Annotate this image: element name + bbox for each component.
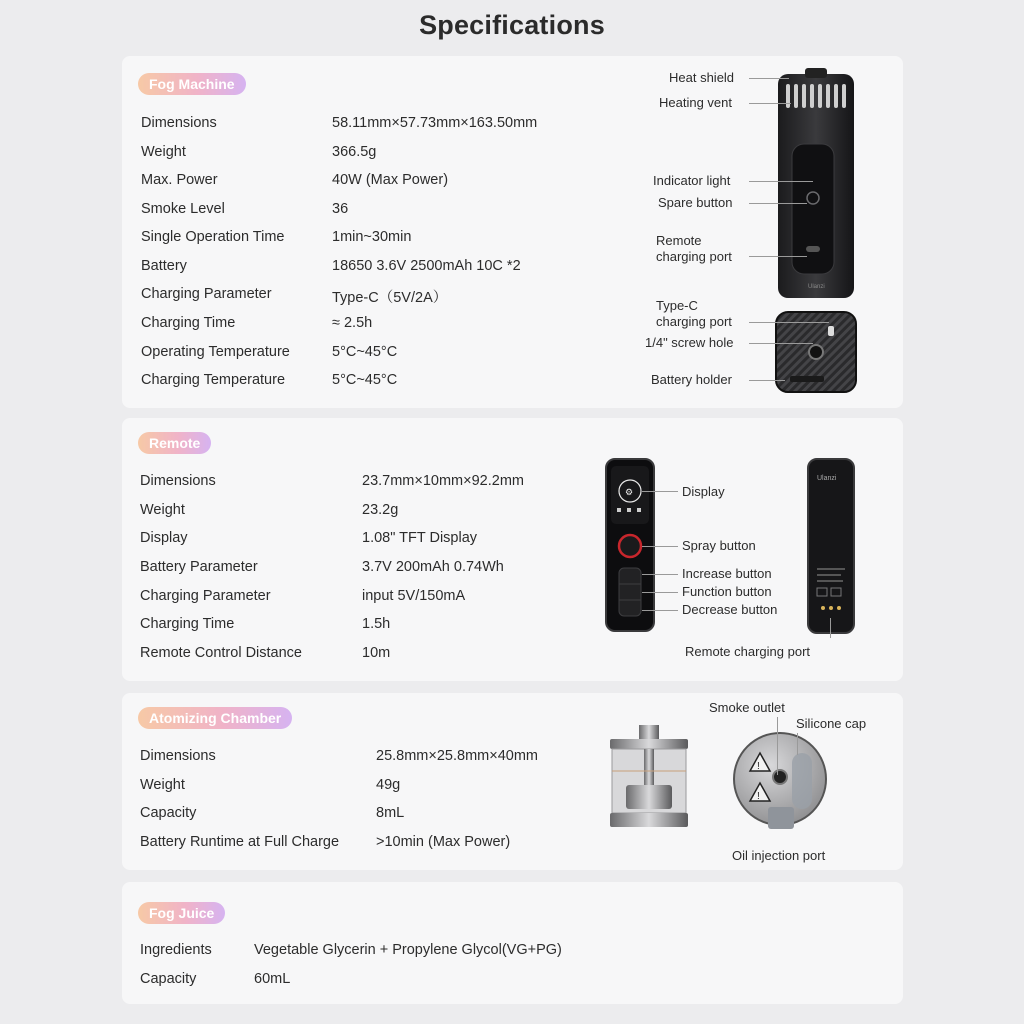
fm-spec-label-charging-time: Charging Time [141,315,236,331]
rm-spec-value-display: 1.08" TFT Display [362,530,478,546]
ac-spec-value-capacity: 8mL [376,805,405,821]
atomizing-chamber-card [122,693,903,870]
fj-spec-value-capacity: 60mL [254,971,291,987]
callout-line [749,103,791,104]
rm-spec-value-charging-time: 1.5h [362,616,391,632]
rm-spec-value-weight: 23.2g [362,502,399,518]
callout-line [642,491,678,492]
callout-line [642,546,678,547]
fm-spec-value-dimensions: 58.11mm×57.73mm×163.50mm [332,115,538,131]
rm-spec-label-display: Display [140,530,188,546]
callout-heat-shield: Heat shield [669,70,735,85]
callout-oil-injection-port: Oil injection port [732,848,826,863]
svg-text:⚙: ⚙ [625,487,634,497]
page-title: Specifications [419,10,605,40]
callout-line [749,78,789,79]
fog-machine-card [122,56,903,408]
ac-spec-value-dimensions: 25.8mm×25.8mm×40mm [376,748,538,764]
fm-spec-label-weight: Weight [141,144,186,160]
callout-line [749,343,813,344]
callout-spare-button: Spare button [658,195,733,210]
callout-line [642,592,678,593]
fm-spec-value-smoke-level: 36 [332,201,349,217]
rm-spec-value-charging-parameter: input 5V/150mA [362,588,466,604]
fm-spec-value-charging-temp: 5°C~45°C [332,372,398,388]
rm-spec-label-control-distance: Remote Control Distance [140,645,302,661]
rm-spec-label-charging-parameter: Charging Parameter [140,588,271,604]
callout-line [777,717,778,775]
rm-spec-label-weight: Weight [140,502,185,518]
callout-decrease-button: Decrease button [682,602,778,617]
ac-spec-value-weight: 49g [376,777,401,793]
callout-battery-holder: Battery holder [651,372,732,387]
callout-line [642,574,678,575]
remote-card [122,418,903,681]
callout-display: Display [682,484,725,499]
callout-line [749,380,785,381]
fog-machine-tag: Fog Machine [138,73,246,95]
svg-text:!: ! [757,761,760,772]
callout-line [749,256,807,257]
fm-spec-value-charging-time: ≈ 2.5h [332,315,373,331]
callout-remote-charging-port-2: charging port [656,249,732,264]
ac-spec-label-runtime: Battery Runtime at Full Charge [140,834,340,850]
rm-spec-label-battery-parameter: Battery Parameter [140,559,258,575]
fog-juice-tag: Fog Juice [138,902,225,924]
fm-spec-value-operation-time: 1min~30min [332,229,412,245]
fm-brand-label: Ulanzi [808,284,825,290]
remote-brand-label: Ulanzi [817,475,837,482]
fm-spec-label-charging-temp: Charging Temperature [141,372,286,388]
callout-line [749,322,829,323]
ac-spec-value-runtime: >10min (Max Power) [376,834,511,850]
rm-spec-value-dimensions: 23.7mm×10mm×92.2mm [362,473,524,489]
fj-spec-label-ingredients: Ingredients [140,942,212,958]
callout-line [642,610,678,611]
fj-spec-label-capacity: Capacity [140,971,197,987]
rm-spec-value-control-distance: 10m [362,645,391,661]
fog-machine-image [768,68,858,398]
fm-spec-label-operating-temp: Operating Temperature [141,344,290,360]
callout-typec-port-1: Type-C [656,298,698,313]
fm-spec-value-charging-parameter: Type-C（5V/2A） [332,290,448,306]
callout-spray-button: Spray button [682,538,756,553]
svg-text:!: ! [757,791,760,802]
fj-spec-value-ingredients: Vegetable Glycerin + Propylene Glycol(VG+PG) [254,942,562,958]
remote-front-image [605,458,655,632]
remote-tag: Remote [138,432,211,454]
fm-spec-label-battery: Battery [141,258,187,274]
callout-function-button: Function button [682,584,772,599]
callout-silicone-cap: Silicone cap [796,716,867,731]
rm-spec-label-charging-time: Charging Time [140,616,235,632]
fm-spec-label-max-power: Max. Power [141,172,218,188]
callout-line [797,733,798,755]
fm-spec-label-dimensions: Dimensions [141,115,217,131]
rm-spec-label-dimensions: Dimensions [140,473,216,489]
callout-indicator-light: Indicator light [653,173,731,188]
callout-line [749,203,807,204]
ac-spec-label-weight: Weight [140,777,185,793]
atomizing-chamber-top-image [732,729,832,839]
callout-remote-charging-port-1: Remote [656,233,702,248]
fm-spec-value-operating-temp: 5°C~45°C [332,344,398,360]
ac-spec-label-dimensions: Dimensions [140,748,216,764]
callout-heating-vent: Heating vent [659,95,732,110]
callout-smoke-outlet: Smoke outlet [709,700,785,715]
fm-spec-value-weight: 366.5g [332,144,377,160]
ac-spec-label-capacity: Capacity [140,805,197,821]
callout-remote-charging-port: Remote charging port [685,644,811,659]
fm-spec-value-battery: 18650 3.6V 2500mAh 10C *2 [332,258,521,274]
callout-line [749,181,813,182]
fog-juice-card [122,882,903,1004]
atomizing-chamber-tag: Atomizing Chamber [138,707,292,729]
fm-spec-label-charging-parameter: Charging Parameter [141,286,272,302]
rm-spec-value-battery-parameter: 3.7V 200mAh 0.74Wh [362,559,504,575]
atomizing-chamber-image [606,725,692,837]
callout-screw-hole: 1/4" screw hole [645,335,734,350]
remote-back-image [807,458,855,634]
fm-spec-label-smoke-level: Smoke Level [141,201,225,217]
callout-increase-button: Increase button [682,566,772,581]
fm-spec-value-max-power: 40W (Max Power) [332,172,449,188]
callout-line [830,618,831,638]
callout-typec-port-2: charging port [656,314,732,329]
fm-spec-label-operation-time: Single Operation Time [141,229,285,245]
